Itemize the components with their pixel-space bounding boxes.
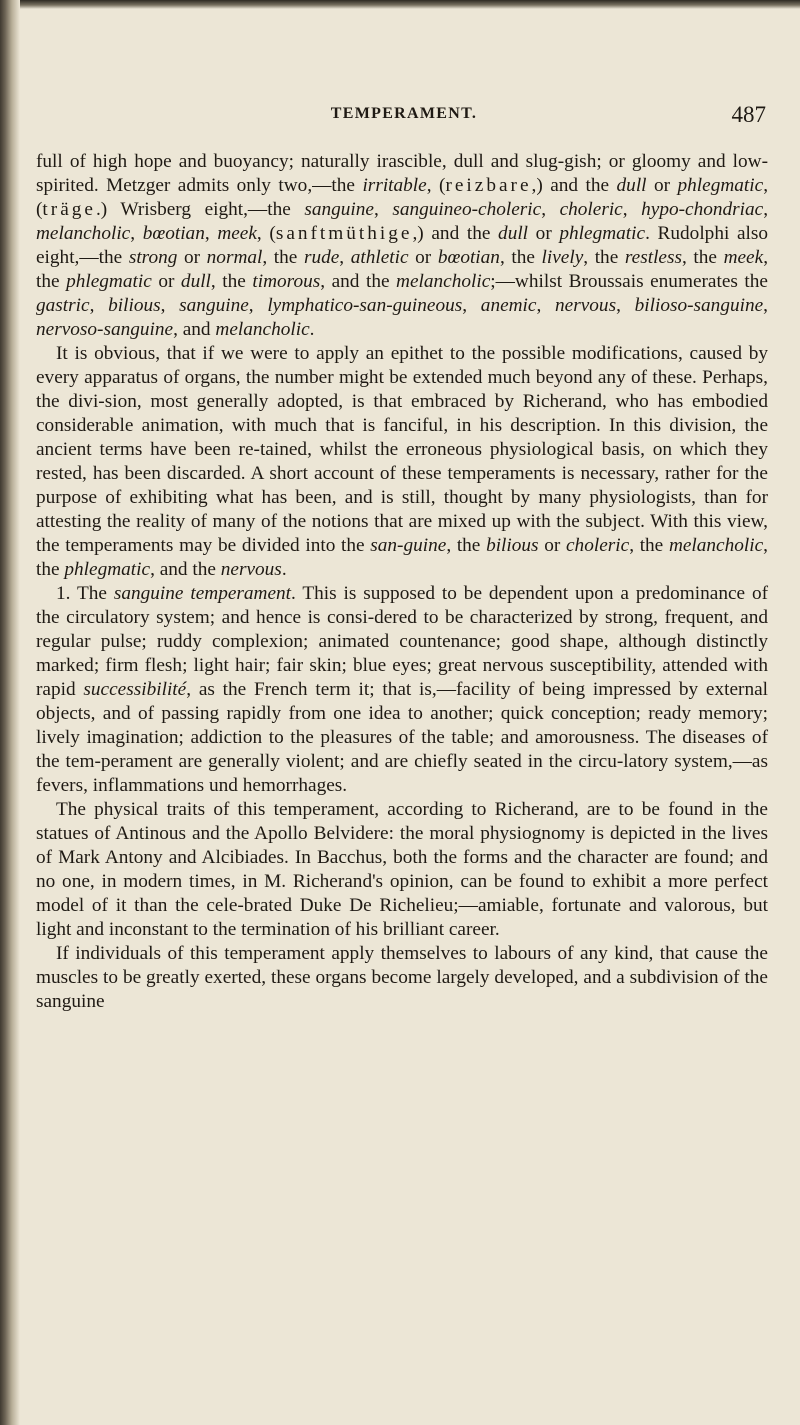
paragraph-4: The physical traits of this temperament, according to Richerand, are to be found in the statues of Antinous and the Apollo Belvidere: the moral physiognomy is depicted in the lives of Mark Antony and Alcibiades. In Bacchus, both the forms and the character are found; and no one, in modern times, in M. Richerand's opinion, can be found to exhibit a more perfect model of it than the cele-brated Duke De Richelieu;—amiable, fortunate and valorous, but light and inconstant to the termination of his brilliant career. xyxy=(36,799,768,940)
book-gutter-shadow xyxy=(0,0,20,1425)
page-header xyxy=(36,102,772,132)
paragraph-1: full of high hope and buoyancy; naturally irascible, dull and slug-gish; or gloomy and low-spirited. Metzger admits only two,—the irritable, (reizbare,) and the dull or phlegmatic, (träge.) Wrisberg eight,—the sanguine, sanguineo-choleric, choleric, hypo-chondriac, melancholic, bœotian, meek, (sanftmüthige,) and the dull or phlegmatic. Rudolphi also eight,—the strong or normal, the rude, athletic or bœotian, the lively, the restless, the meek, the phlegmatic or dull, the timorous, and the melancholic;—whilst Broussais enumerates the gastric, bilious, sanguine, lymphatico-san-guineous, anemic, nervous, bilioso-sanguine, nervoso-sanguine, and melancholic. xyxy=(36,151,769,340)
paragraph-3: 1. The sanguine temperament. This is supposed to be dependent upon a predominance of the circulatory system; and hence is consi-dered to be characterized by strong, frequent, and regular pulse; ruddy complexion; animated countenance; good shape, although distinctly marked; firm flesh; light hair; fair skin; blue eyes; great nervous susceptibility, attended with rapid successibilité, as the French term it; that is,—facility of being impressed by external objects, and of passing rapidly from one idea to another; quick conception; ready memory; lively imagination; addiction to the pleasures of the table; and amorousness. The diseases of the tem-perament are generally violent; and are chiefly seated in the circu-latory system,—as fevers, inflammations und hemorrhages. xyxy=(36,583,769,796)
body-text xyxy=(36,150,768,1014)
paragraph-2: It is obvious, that if we were to apply an epithet to the possible modifications, caused by every apparatus of organs, the number might be extended much beyond any of these. Perhaps, the divi-sion, most generally adopted, is that embraced by Richerand, who has embodied considerable animation, with much that is fanciful, in his description. In this division, the ancient terms have been re-tained, whilst the erroneous physiological basis, on which they rested, has been discarded. A short account of these temperaments is necessary, rather for the purpose of exhibiting what has been, and is still, thought by many physiologists, than for attesting the reality of many of the notions that are mixed up with the subject. With this view, the temperaments may be divided into the san-guine, the bilious or choleric, the melancholic, the phlegmatic, and the nervous. xyxy=(36,343,768,580)
paragraph-5: If individuals of this temperament apply themselves to labours of any kind, that cause the muscles to be greatly exerted, these organs become largely developed, and a subdivision of the sanguine xyxy=(36,943,768,1012)
page-top-shadow xyxy=(0,0,800,9)
running-title: TEMPERAMENT. xyxy=(330,105,478,122)
page-number: 487 xyxy=(731,102,766,127)
